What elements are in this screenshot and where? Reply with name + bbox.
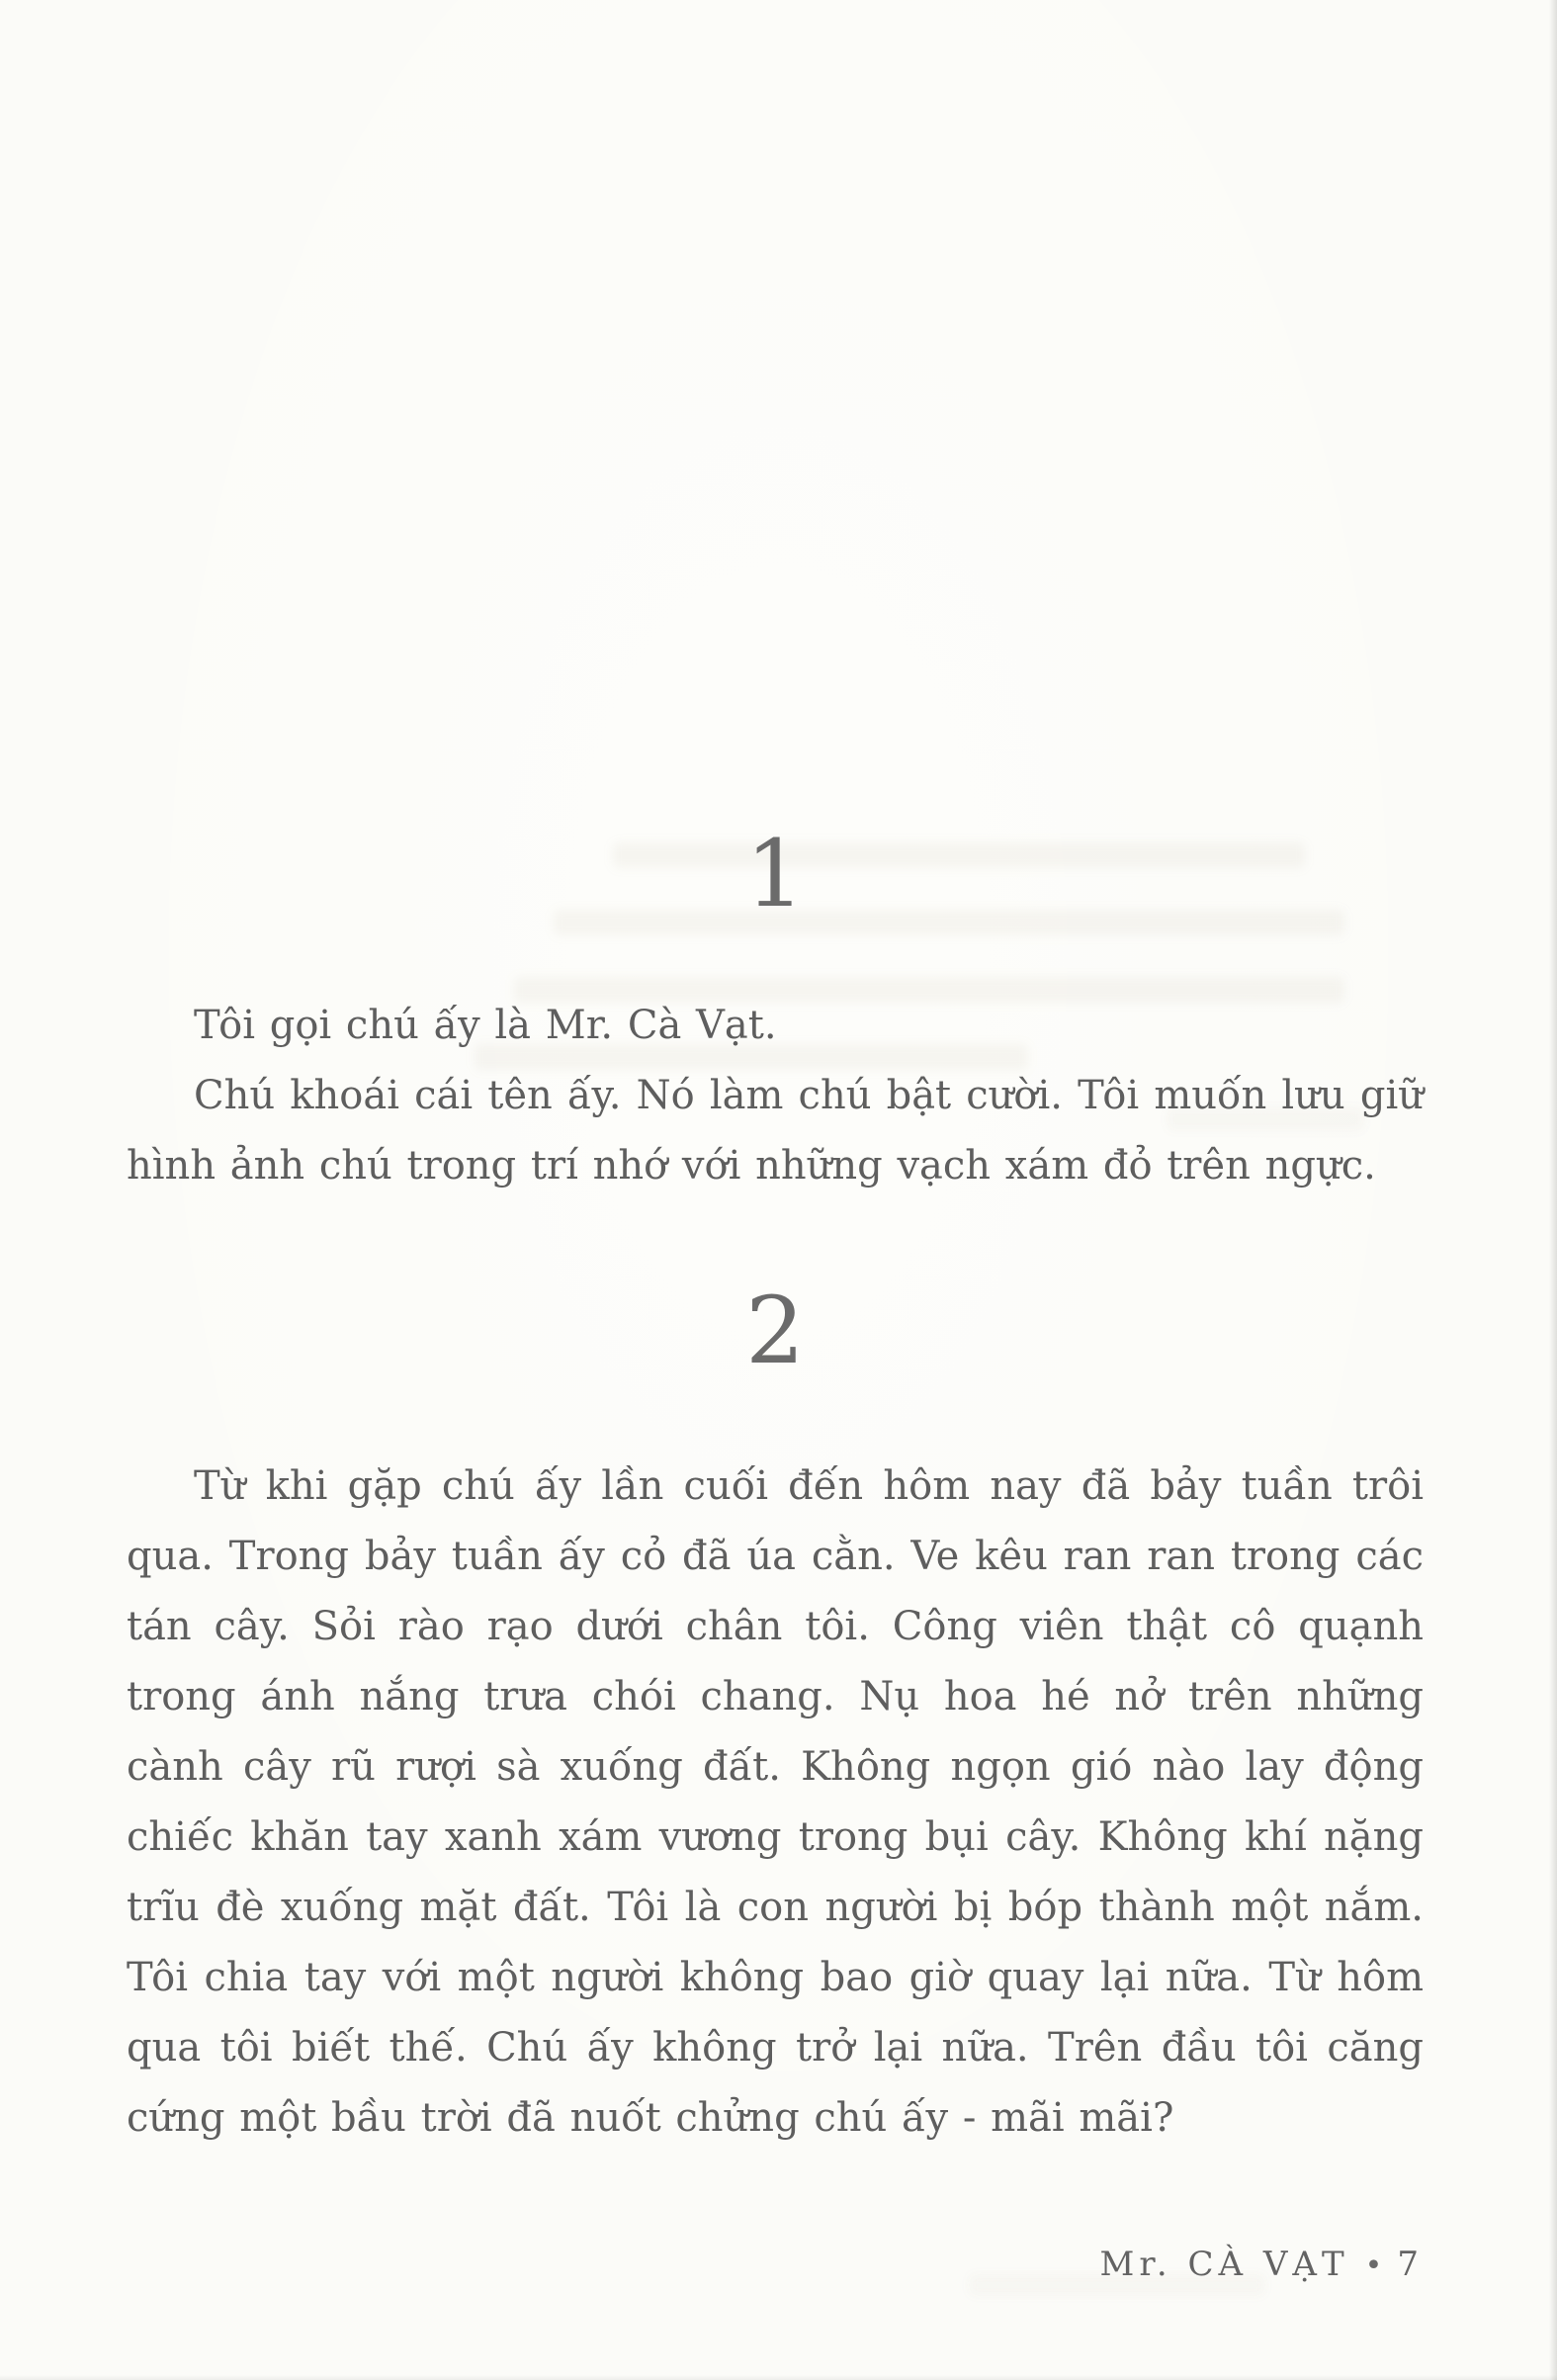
chapter-1-text (127, 991, 1424, 1201)
paragraph: Chú khoái cái tên ấy. Nó làm chú bật cười. Tôi muốn lưu giữ hình ảnh chú trong trí nhớ với những vạch xám đỏ trên ngực. (127, 1073, 1424, 1189)
footer-page-number: 7 (1397, 2245, 1424, 2284)
page-footer (1100, 2245, 1424, 2286)
chapter-1-number: 1 (745, 821, 805, 928)
paragraph: Tôi gọi chú ấy là Mr. Cà Vạt. (194, 1003, 777, 1048)
footer-book-title: Mr. CÀ VẠT (1099, 2245, 1349, 2284)
paragraph: Từ khi gặp chú ấy lần cuối đến hôm nay đã bảy tuần trôi qua. Trong bảy tuần ấy cỏ đã úa cằn. Ve kêu ran ran trong các tán cây. Sỏi rào rạo dưới chân tôi. Công viên thật cô quạnh trong ánh nắng trưa chói chang. Nụ hoa hé nở trên những cành cây rũ rượi sà xuống đất. Không ngọn gió nào lay động chiếc khăn tay xanh xám vương trong bụi cây. Không khí nặng trĩu đè xuống mặt đất. Tôi là con người bị bóp thành một nắm. Tôi chia tay với một người không bao giờ quay lại nữa. Từ hôm qua tôi biết thế. Chú ấy không trở lại nữa. Trên đầu tôi căng cứng một bầu trời đã nuốt chửng chú ấy - mãi mãi? (127, 1463, 1424, 2141)
chapter-2-text (127, 1452, 1424, 2154)
chapter-2-number: 2 (745, 1278, 805, 1385)
bullet-separator-icon: • (1364, 2248, 1388, 2283)
